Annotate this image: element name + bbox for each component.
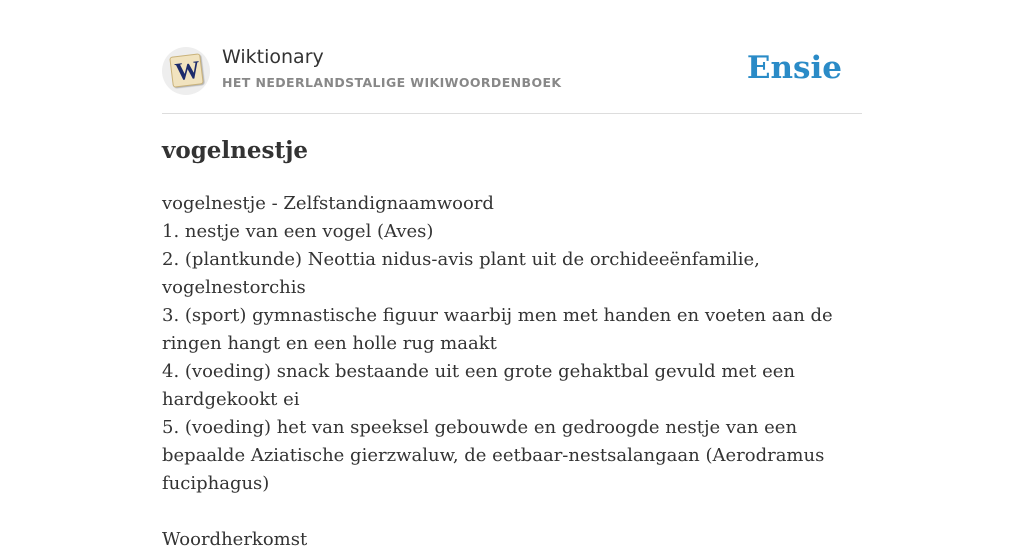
site-name[interactable]: Wiktionary xyxy=(222,46,324,68)
logo-letter: W xyxy=(173,56,202,87)
definition-item: 1. nestje van een vogel (Aves) xyxy=(162,221,434,242)
entry-headline: vogelnestje - Zelfstandignaamwoord xyxy=(162,193,494,214)
definition-item: 2. (plantkunde) Neottia nidus-avis plant uit de orchideeënfamilie, vogelnestorchis xyxy=(162,249,760,298)
definition-item: 3. (sport) gymnastische figuur waarbij men met handen en voeten aan de ringen hangt en een holle rug maakt xyxy=(162,305,833,354)
ensie-brand-link[interactable]: Ensie xyxy=(746,50,842,86)
site-header xyxy=(162,45,862,114)
page-title: vogelnestje xyxy=(162,137,309,164)
wiktionary-logo[interactable] xyxy=(162,47,210,95)
definition-item: 5. (voeding) het van speeksel gebouwde en gedroogde nestje van een bepaalde Aziatische gierzwaluw, de eetbaar-nestsalangaan (Aerodramus fuciphagus) xyxy=(162,417,825,494)
entry-content xyxy=(162,190,862,554)
definition-item: 4. (voeding) snack bestaande uit een grote gehaktbal gevuld met een hardgekookt ei xyxy=(162,361,795,410)
section-spacer xyxy=(162,498,862,526)
logo-tile-icon xyxy=(169,53,204,88)
section-heading-etymology: Woordherkomst xyxy=(162,529,308,550)
site-subtitle: HET NEDERLANDSTALIGE WIKIWOORDENBOEK xyxy=(222,75,562,90)
